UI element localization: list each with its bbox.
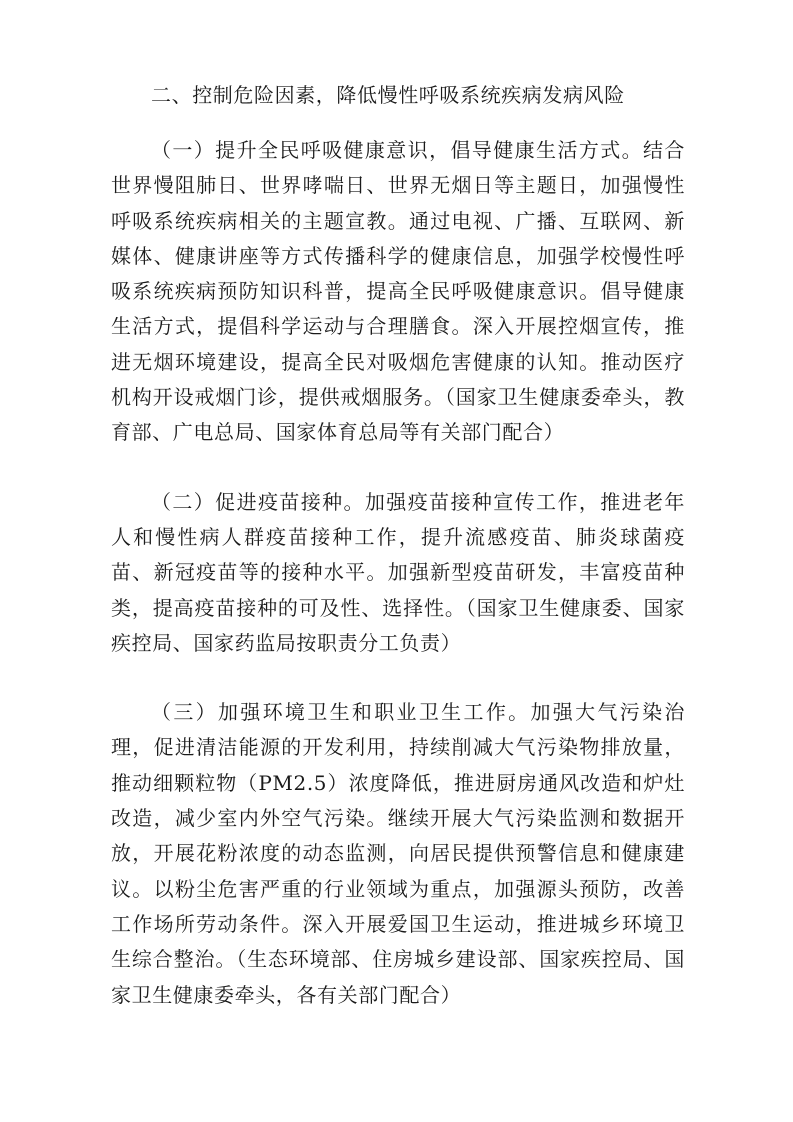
- paragraph-vaccination: （二）促进疫苗接种。加强疫苗接种宣传工作，推进老年人和慢性病人群疫苗接种工作，提升流感疫苗、肺炎球菌疫苗、新冠疫苗等的接种水平。加强新型疫苗研发，丰富疫苗种类，提高疫苗接种的可及性、选择性。（国家卫生健康委、国家疾控局、国家药监局按职责分工负责）: [111, 489, 685, 655]
- paragraph-environment: （三）加强环境卫生和职业卫生工作。加强大气污染治理，促进清洁能源的开发利用，持续削减大气污染物排放量，推动细颗粒物（PM2.5）浓度降低，推进厨房通风改造和炉灶改造，减少室内外空气污染。继续开展大气污染监测和数据开放，开展花粉浓度的动态监测，向居民提供预警信息和健康建议。以粉尘危害严重的行业领域为重点，加强源头预防，改善工作场所劳动条件。深入开展爱国卫生运动，推进城乡环境卫生综合整治。（生态环境部、住房城乡建设部、国家疾控局、国家卫生健康委牵头，各有关部门配合）: [111, 700, 685, 1007]
- section-heading: 二、控制危险因素，降低慢性呼吸系统疾病发病风险: [151, 83, 625, 107]
- paragraph-awareness: （一）提升全民呼吸健康意识，倡导健康生活方式。结合世界慢阻肺日、世界哮喘日、世界无烟日等主题日，加强慢性呼吸系统疾病相关的主题宣教。通过电视、广播、互联网、新媒体、健康讲座等方式传播科学的健康信息，加强学校慢性呼吸系统疾病预防知识科普，提高全民呼吸健康意识。倡导健康生活方式，提倡科学运动与合理膳食。深入开展控烟宣传，推进无烟环境建设，提高全民对吸烟危害健康的认知。推动医疗机构开设戒烟门诊，提供戒烟服务。（国家卫生健康委牵头，教育部、广电总局、国家体育总局等有关部门配合）: [111, 138, 685, 445]
